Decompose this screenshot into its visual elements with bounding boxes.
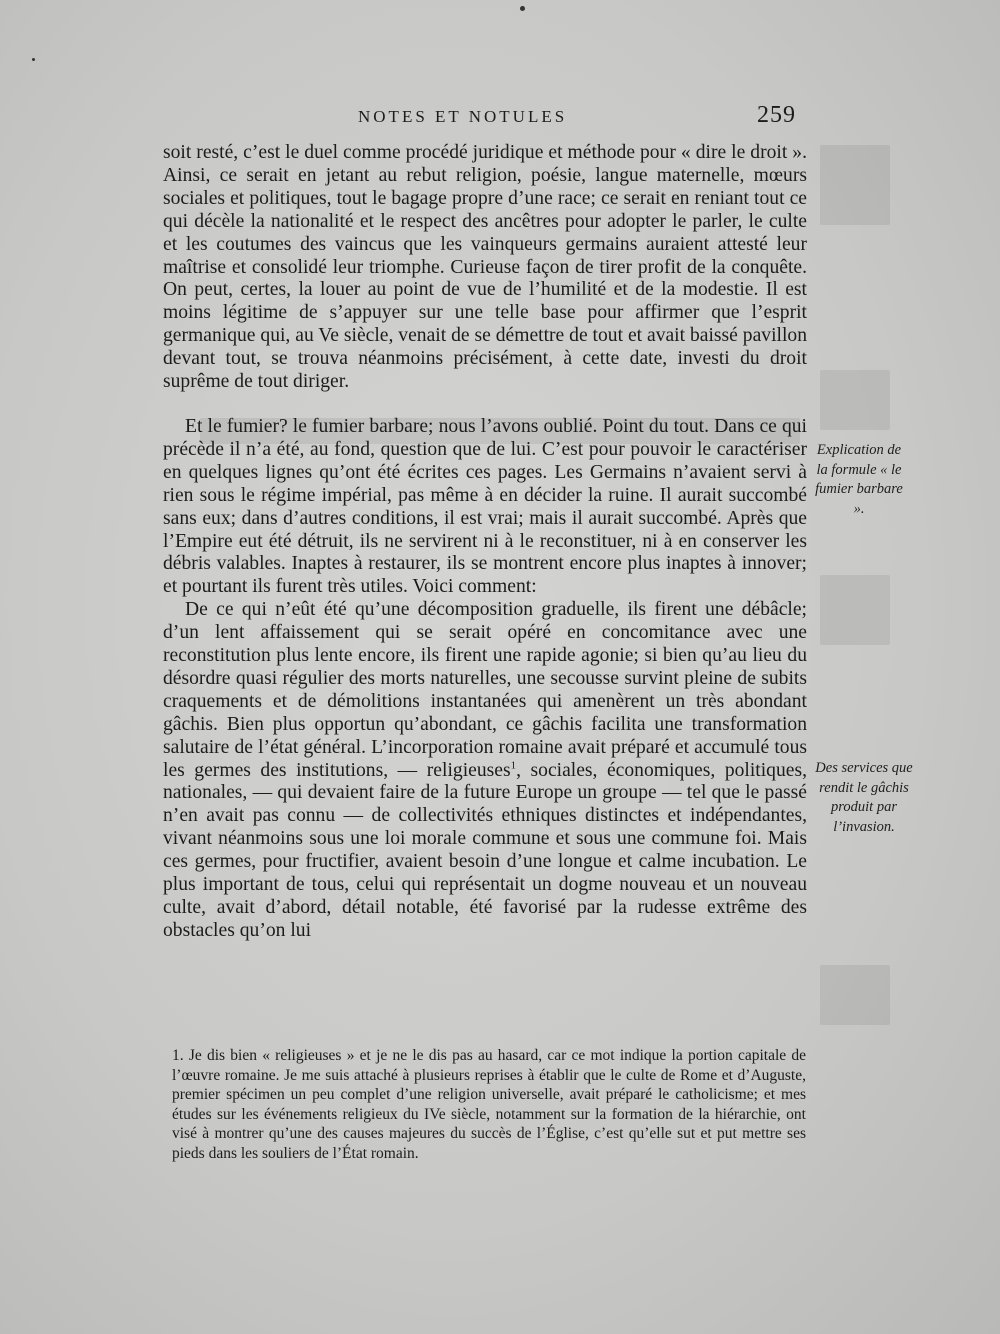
paragraph-text: De ce qui n’eût été qu’une décomposition graduelle, ils firent une débâcle; d’un lent affaissement qui se serait opéré en concomitance avec une reconstitution plus lente encore, ils firent une rapide agonie; si bien qu’au lieu du désordre quasi régulier des morts naturelles, une secousse survint pleine de subits craquements et de démolitions instantanées qui amenèrent un très abondant gâchis. Bien plus opportun qu’abondant, ce gâchis facilita une transformation salutaire de l’état général. L’incorporation romaine avait préparé et accumulé tous les germes des institutions, — religieuses <box>163 599 807 781</box>
footnote-text: 1. Je dis bien « religieuses » et je ne le dis pas au hasard, car ce mot indique la portion capitale de l’œuvre romaine. Je me suis attaché à plusieurs reprises à établir que le culte de Rome et d’Auguste, premier spécimen un peu complet d’une religion universelle, avait préparé le catholicisme; et mes études sur les événements religieux du IVe siècle, notamment sur la formation de la hiérarchie, ont visé à montrer qu’une des causes majeures du succès de l’Église, c’est qu’elle sut et put mettre ses pieds dans les souliers de l’État romain. <box>172 1047 806 1162</box>
paragraph: soit resté, c’est le duel comme procédé juridique et méthode pour « dire le droit ». Ainsi, ce serait en jetant au rebut religion, poésie, langue maternelle, mœurs sociales et politiques, tout le bagage propre d’une race; ce serait en reniant tout ce qui décèle la nationalité et le respect des ancêtres pour adopter le parler, le culte et les coutumes des vaincus que les vainqueurs germains auraient attesté leur maîtrise et consolidé leur triomphe. Curieuse façon de tirer profit de la conquête. On peut, certes, la louer au point de vue de l’humilité et de la modestie. Il est moins légitime de s’appuyer sur une telle base pour affirmer que l’esprit germanique qui, au Ve siècle, venait de se démettre de tout et avait baissé pavillon devant tout, se trouva néanmoins précisément, à cette date, investi du droit suprême de tout diriger. <box>163 142 807 393</box>
main-text <box>163 142 807 943</box>
show-through-mark <box>820 145 890 225</box>
show-through-mark <box>820 575 890 645</box>
margin-note-services: Des services que rendit le gâchis produit par l’invasion. <box>815 760 913 835</box>
paper-speck <box>32 58 35 61</box>
paragraph: Et le fumier? le fumier barbare; nous l’avons oublié. Point du tout. Dans ce qui précède il n’a été, au fond, question que de lui. C’est pour pouvoir le caractériser en quelques lignes qu’ont été écrites ces pages. Les Germains n’avaient servi à rien sous le régime impérial, pas même à en décider la ruine. Il aurait succombé sans eux; dans d’autres conditions, il est vrai; mais il aurait succombé. Après que l’Empire eut été détruit, ils ne servirent ni à le reconstituer, ni à en conserver les débris valables. Inaptes à restaurer, ils se montrent encore plus inaptes à innover; et pourtant ils furent très utiles. Voici comment: <box>163 415 807 598</box>
footnote-reference: 1 <box>510 759 517 772</box>
show-through-mark <box>820 965 890 1025</box>
page-number: 259 <box>757 102 796 128</box>
margin-note-explication: Explication de la formule « le fumier barbare ». <box>815 442 903 517</box>
paragraph-text: , sociales, économiques, politiques, nationales, — qui devaient faire de la future Europe un groupe — tel que le passé n’en avait pas connu — de collectivités ethniques distinctes et indépendantes, vivant néanmoins sous une loi morale commune et sous une commune foi. Mais ces germes, pour fructifier, avaient besoin d’une longue et calme incubation. Le plus important de tous, celui qui représentait un dogme nouveau et un nouveau culte, avait d’abord, détail notable, été favorisé par la rudesse extrême des obstacles qu’on lui <box>163 759 807 941</box>
paper-speck <box>520 6 525 11</box>
footnote <box>172 1046 806 1164</box>
paragraph <box>163 599 807 943</box>
running-title: NOTES ET NOTULES <box>358 107 568 126</box>
show-through-mark <box>820 370 890 430</box>
